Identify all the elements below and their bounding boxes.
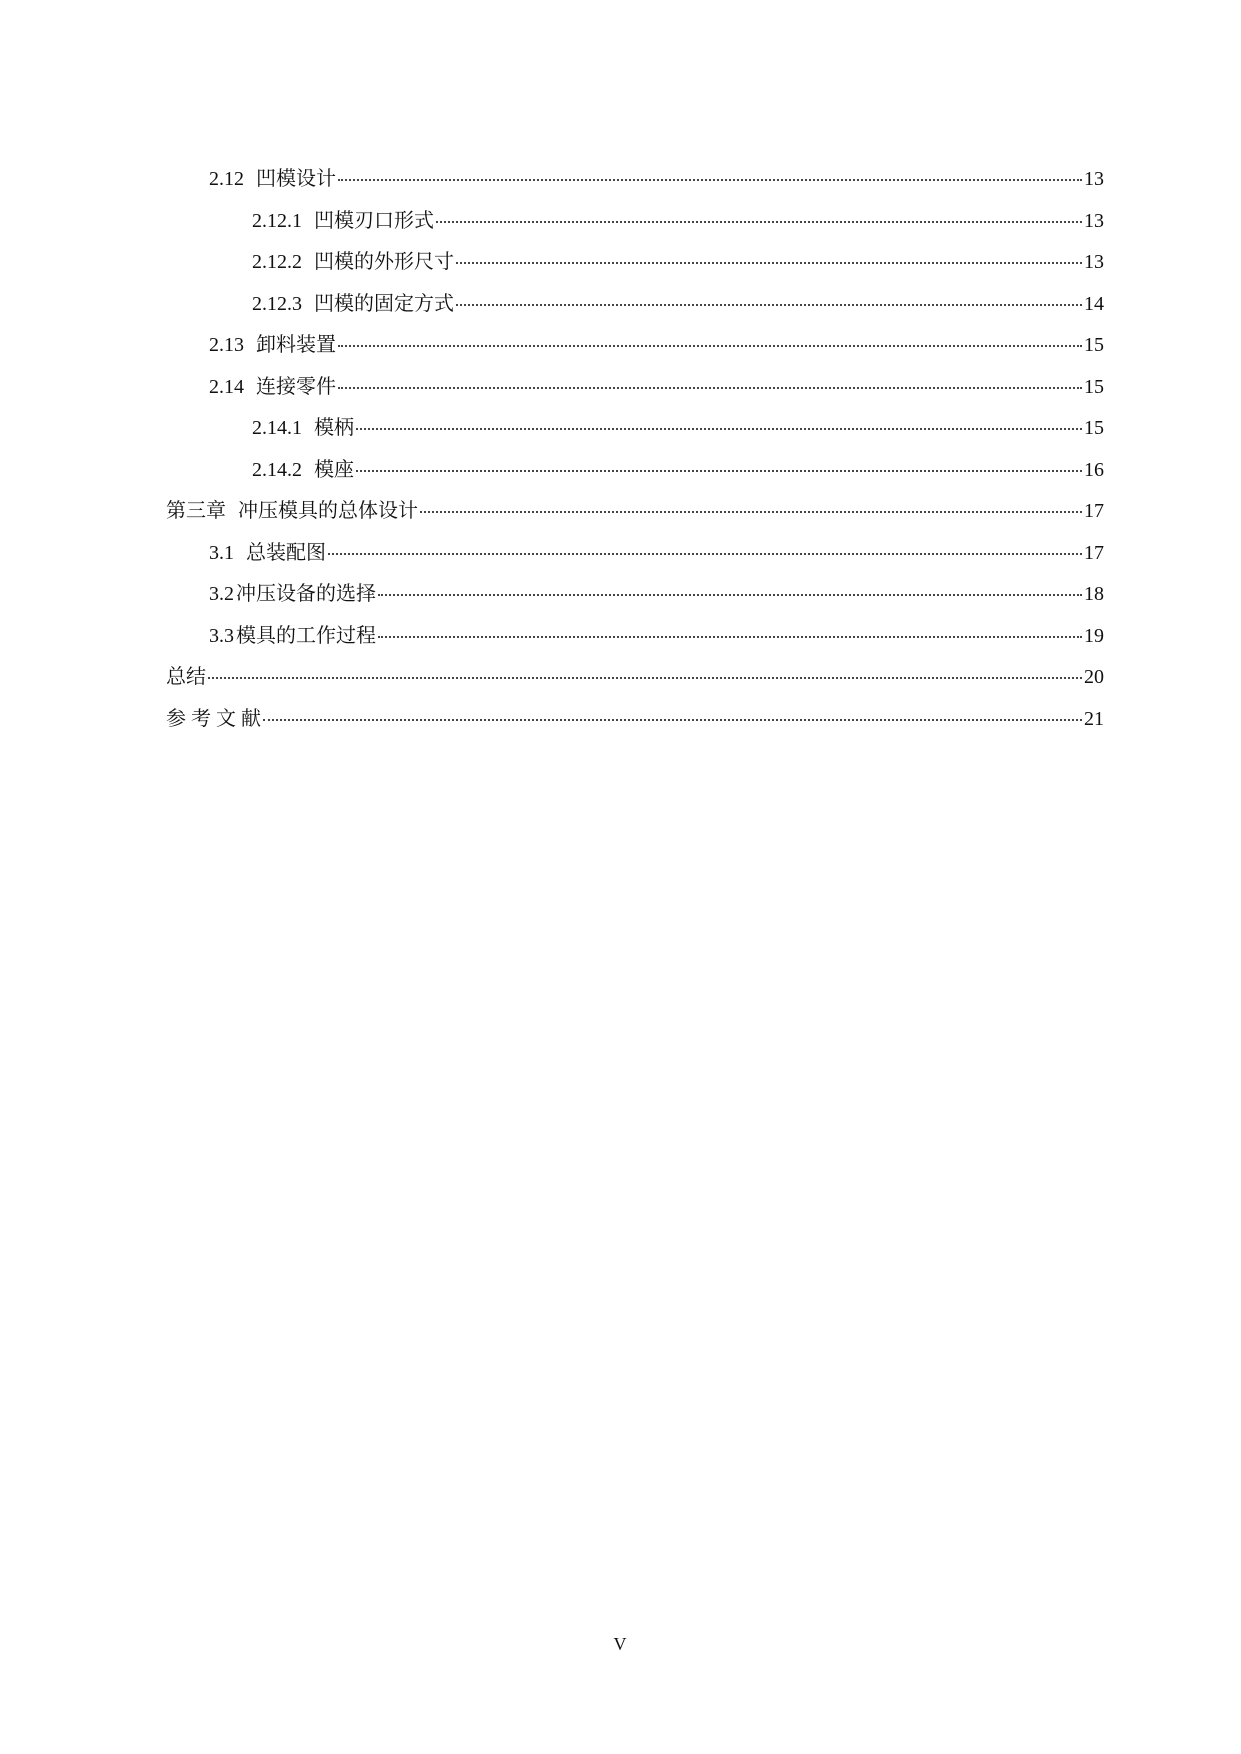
toc-dot-leader [356, 469, 1082, 472]
toc-dot-leader [208, 676, 1082, 679]
toc-entry-label [209, 541, 326, 565]
toc-entry-title: 参 考 文 献 [166, 707, 261, 730]
toc-entry-label [252, 250, 454, 274]
toc-entry-page: 14 [1084, 292, 1104, 315]
toc-entry-title: 连接零件 [256, 375, 336, 398]
toc-entry-label [166, 665, 206, 689]
toc-entry-number: 第三章 [166, 500, 226, 522]
toc-entry-label [166, 707, 261, 731]
toc-entry[interactable] [166, 582, 1104, 624]
toc-entry-page: 16 [1084, 458, 1104, 481]
toc-entry-number: 2.12 [209, 168, 244, 190]
toc-entry-label [209, 375, 336, 399]
page-number: V [613, 1634, 628, 1654]
toc-entry-number: 3.3 [209, 624, 234, 647]
toc-entry-number: 2.12.2 [252, 251, 302, 273]
toc-entry[interactable] [166, 209, 1104, 251]
toc-entry[interactable] [166, 416, 1104, 458]
toc-dot-leader [263, 718, 1082, 721]
toc-entry-label [166, 499, 418, 523]
toc-entry-label [209, 167, 336, 191]
toc-entry-summary[interactable] [166, 665, 1104, 707]
toc-entry-label [252, 458, 354, 482]
toc-dot-leader [378, 635, 1082, 638]
toc-entry-title: 总结 [166, 666, 206, 688]
toc-entry-label [252, 209, 434, 233]
toc-entry-title: 冲压设备的选择 [236, 583, 376, 605]
toc-entry-number: 2.14.2 [252, 458, 302, 481]
toc-entry-title: 凹模设计 [256, 168, 336, 190]
toc-entry-label [209, 624, 376, 648]
toc-entry[interactable] [166, 167, 1104, 209]
toc-entry-title: 凹模的外形尺寸 [314, 251, 454, 273]
toc-entry-number: 3.2 [209, 583, 234, 605]
toc-entry-page: 17 [1084, 500, 1104, 522]
toc-entry-title: 模具的工作过程 [236, 624, 376, 647]
toc-entry-title: 卸料装置 [256, 334, 336, 356]
toc-entry[interactable] [166, 624, 1104, 666]
toc-entry-page: 15 [1084, 334, 1104, 356]
toc-entry-title: 模柄 [314, 417, 354, 439]
toc-entry-number: 2.12.1 [252, 209, 302, 232]
toc-dot-leader [338, 344, 1082, 347]
toc-dot-leader [456, 261, 1082, 264]
toc-entry-number: 2.14 [209, 375, 244, 398]
toc-entry[interactable] [166, 541, 1104, 583]
toc-dot-leader [338, 386, 1082, 389]
toc-entry-title: 冲压模具的总体设计 [238, 500, 418, 522]
toc-entry[interactable] [166, 458, 1104, 500]
toc-entry-references[interactable] [166, 707, 1104, 749]
toc-entry[interactable] [166, 292, 1104, 334]
toc-entry-title: 凹模刃口形式 [314, 209, 434, 232]
toc-entry-chapter[interactable] [166, 499, 1104, 541]
toc-dot-leader [436, 220, 1082, 223]
toc-entry[interactable] [166, 250, 1104, 292]
toc-entry-page: 21 [1084, 707, 1104, 730]
toc-entry-page: 17 [1084, 541, 1104, 564]
toc-entry-title: 总装配图 [246, 541, 326, 564]
toc-entry-label [252, 292, 454, 316]
toc-entry-page: 13 [1084, 209, 1104, 232]
toc-dot-leader [328, 552, 1082, 555]
toc-entry-number: 2.13 [209, 334, 244, 356]
toc-entry-page: 15 [1084, 375, 1104, 398]
toc-entry-number: 2.14.1 [252, 417, 302, 439]
toc-dot-leader [420, 510, 1082, 513]
toc-entry-page: 13 [1084, 251, 1104, 273]
toc-entry-number: 3.1 [209, 541, 234, 564]
toc-entry-page: 18 [1084, 583, 1104, 605]
toc-entry[interactable] [166, 333, 1104, 375]
toc-entry-label [209, 333, 336, 357]
toc-entry-page: 13 [1084, 168, 1104, 190]
toc-entry-label [209, 582, 376, 606]
toc-entry-number: 2.12.3 [252, 292, 302, 315]
toc-entry[interactable] [166, 375, 1104, 417]
toc-dot-leader [338, 178, 1082, 181]
toc-dot-leader [356, 427, 1082, 430]
table-of-contents [166, 167, 1104, 748]
toc-entry-page: 20 [1084, 666, 1104, 688]
toc-dot-leader [456, 303, 1082, 306]
toc-entry-title: 模座 [314, 458, 354, 481]
toc-entry-title: 凹模的固定方式 [314, 292, 454, 315]
toc-entry-label [252, 416, 354, 440]
toc-entry-page: 15 [1084, 417, 1104, 439]
toc-entry-page: 19 [1084, 624, 1104, 647]
toc-dot-leader [378, 593, 1082, 596]
